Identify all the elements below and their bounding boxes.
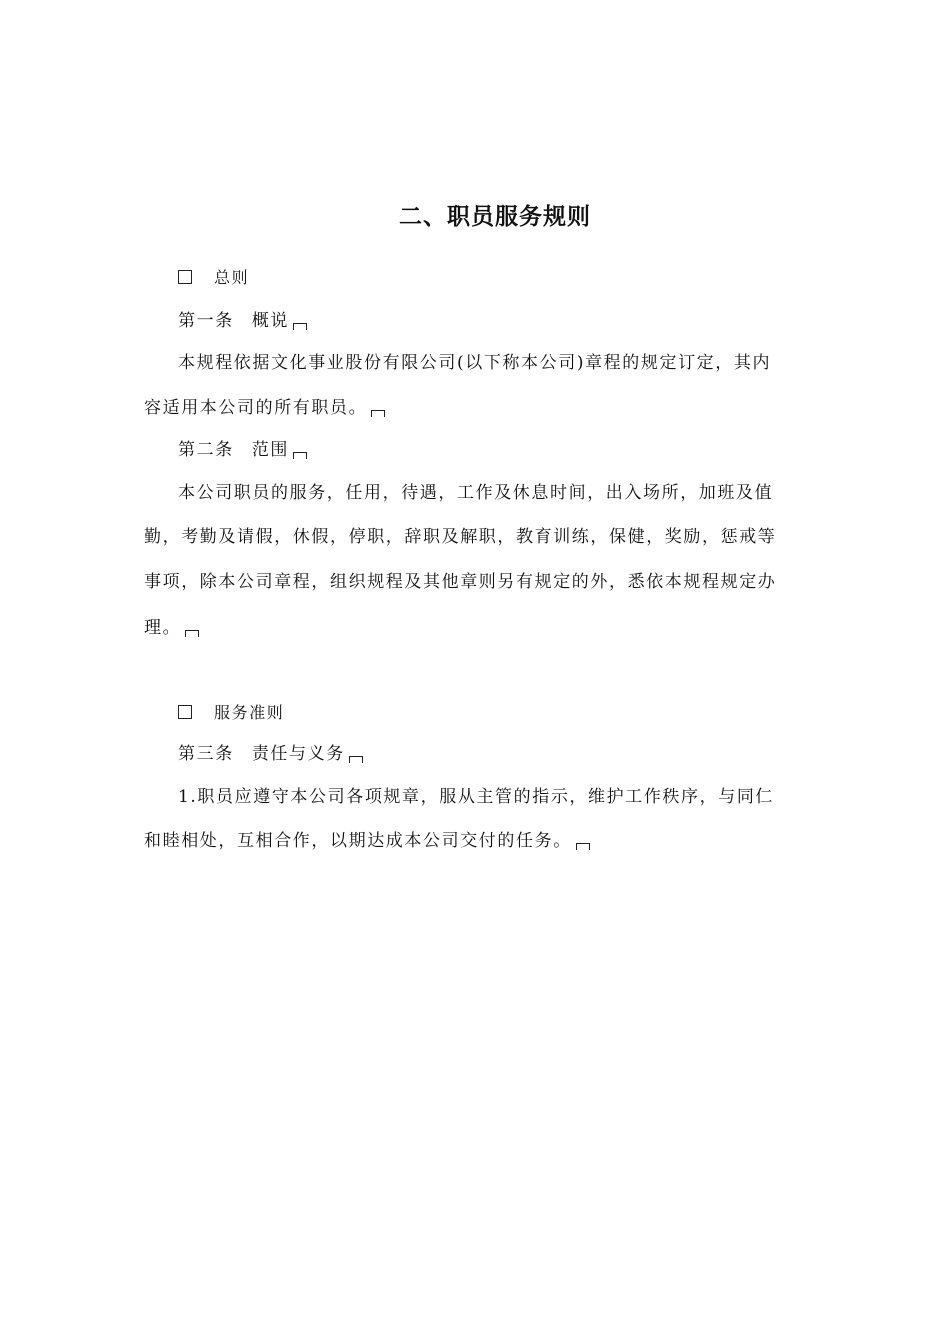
page-title: 二、职员服务规则 [399, 204, 591, 230]
article-2-heading [178, 438, 307, 462]
article-text: 容适用本公司的所有职员。 [144, 398, 368, 418]
section-heading-service-rules [178, 701, 284, 725]
section-heading-general [178, 266, 249, 290]
article-3-line-1: 1.职员应遵守本公司各项规章，服从主管的指示，维护工作秩序，与同仁 [178, 787, 775, 807]
article-number: 第二条 [178, 440, 234, 460]
article-2-line-2: 勤，考勤及请假，休假，停职，辞职及解职，教育训练，保健，奖励，惩戒等 [144, 527, 777, 547]
article-name: 概说 [251, 311, 290, 331]
article-1-line-1: 本规程依据文化事业股份有限公司(以下称本公司)章程的规定订定，其内 [178, 353, 772, 373]
article-name: 责任与义务 [251, 744, 345, 764]
article-2-line-1: 本公司职员的服务，任用，待遇，工作及休息时间，出入场所，加班及值 [178, 483, 774, 503]
article-2-line-4 [144, 616, 199, 640]
paragraph-mark-icon [349, 756, 363, 763]
article-number: 第三条 [178, 744, 234, 764]
section-heading-label: 总则 [214, 268, 250, 287]
article-1-heading [178, 309, 307, 333]
article-1-line-2 [144, 396, 385, 420]
article-2-line-3: 事项，除本公司章程，组织规程及其他章则另有规定的外，悉依本规程规定办 [144, 572, 777, 592]
checkbox-icon [178, 270, 192, 284]
paragraph-mark-icon [293, 323, 307, 330]
article-number: 第一条 [178, 311, 234, 331]
checkbox-icon [178, 705, 192, 719]
paragraph-mark-icon [293, 452, 307, 459]
article-3-heading [178, 742, 363, 766]
paragraph-mark-icon [185, 630, 199, 637]
paragraph-mark-icon [576, 843, 590, 850]
section-heading-label: 服务准则 [214, 703, 285, 722]
article-name: 范围 [251, 440, 290, 460]
article-text: 理。 [144, 618, 182, 638]
paragraph-mark-icon [371, 410, 385, 417]
article-3-line-2 [144, 829, 590, 853]
article-text: 和睦相处，互相合作，以期达成本公司交付的任务。 [144, 831, 572, 851]
